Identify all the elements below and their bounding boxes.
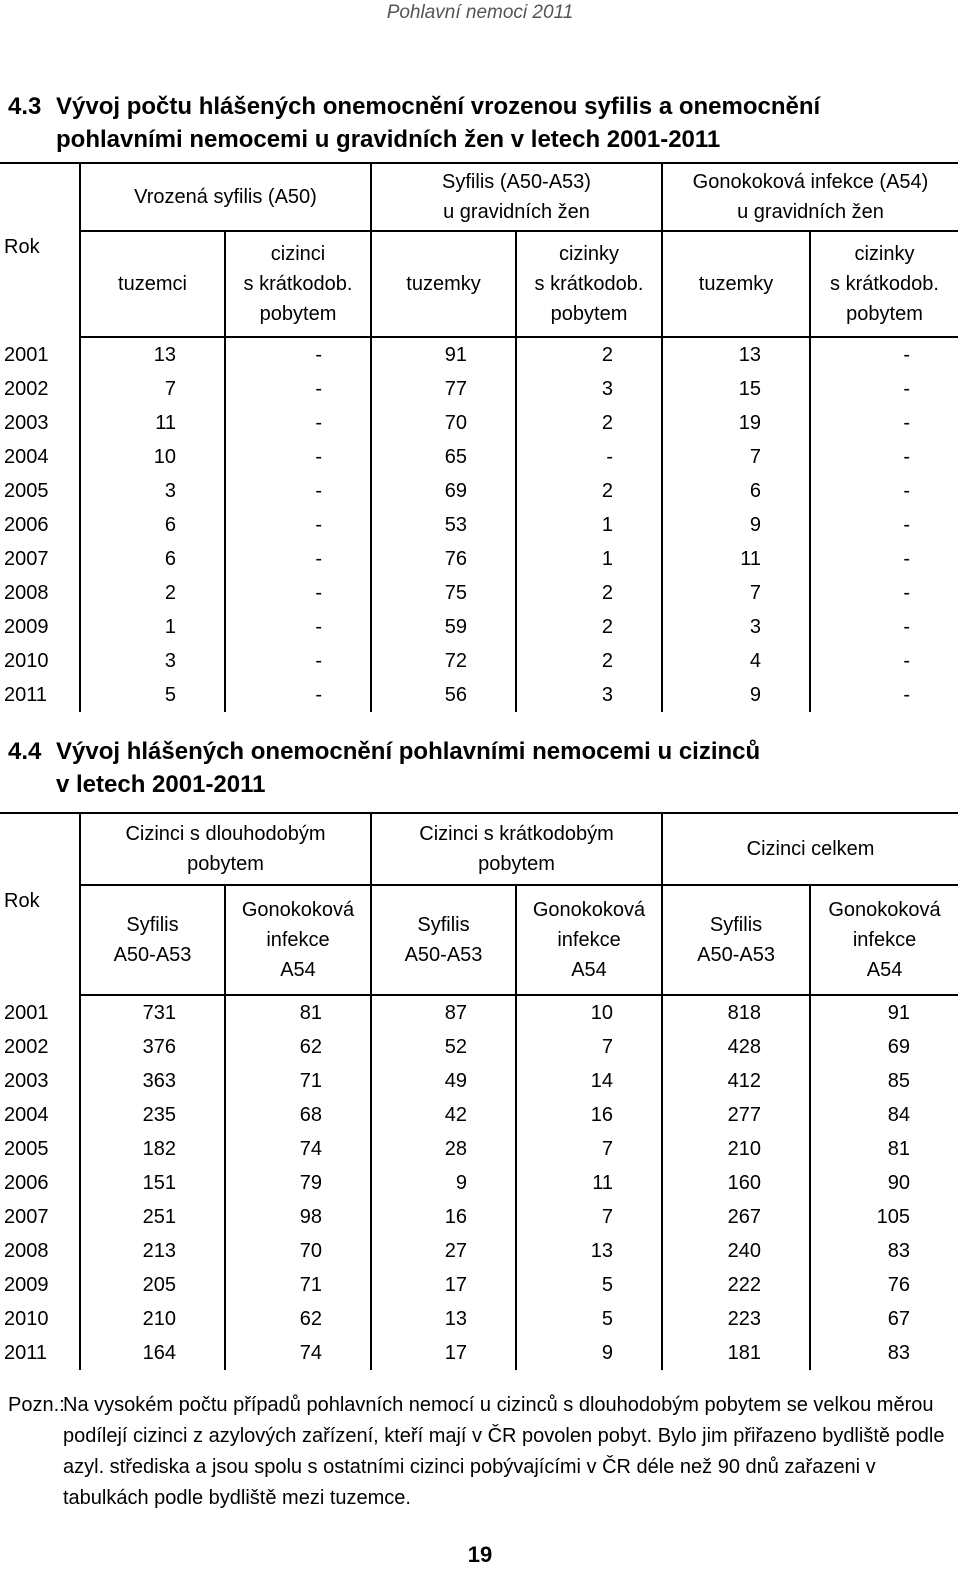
- value-cell: 71: [225, 1064, 371, 1098]
- year-cell: 2009: [0, 610, 80, 644]
- value-cell: 17: [371, 1336, 516, 1370]
- value-cell: 91: [887, 1002, 911, 1024]
- value-cell: -: [903, 514, 910, 536]
- value-cell: 9: [662, 508, 810, 542]
- section-number: 4.4: [8, 738, 42, 765]
- value-cell: 5: [516, 1302, 662, 1336]
- value-cell: 27: [371, 1234, 516, 1268]
- value-cell: 11: [80, 406, 225, 440]
- footnote: [8, 1390, 948, 1514]
- value-cell: 2: [516, 337, 662, 372]
- value-cell: 1: [516, 508, 662, 542]
- table-row: [0, 1336, 958, 1370]
- value-cell: -: [903, 480, 910, 502]
- value-cell: 52: [371, 1030, 516, 1064]
- value-cell: 213: [80, 1234, 225, 1268]
- group-header-1: Cizinci s dlouhodobým pobytem: [80, 813, 371, 885]
- value-cell: 67: [887, 1308, 911, 1330]
- value-cell: 98: [225, 1200, 371, 1234]
- value-cell: -: [903, 412, 910, 434]
- value-cell: 3: [80, 644, 225, 678]
- table-row: [0, 406, 958, 440]
- table-row: [0, 576, 958, 610]
- sub-header-2: cizinci s krátkodob. pobytem: [225, 231, 371, 337]
- value-cell: 2: [516, 474, 662, 508]
- value-cell: 28: [371, 1132, 516, 1166]
- year-cell: 2006: [0, 508, 80, 542]
- value-cell: 181: [662, 1336, 810, 1370]
- sub-header-5: Syfilis A50‑A53: [662, 885, 810, 995]
- table-row: [0, 508, 958, 542]
- value-cell: 76: [887, 1274, 911, 1296]
- table-row: [0, 678, 958, 712]
- year-cell: 2008: [0, 576, 80, 610]
- value-cell: -: [903, 378, 910, 400]
- rok-header: Rok: [0, 813, 80, 995]
- value-cell: 74: [225, 1336, 371, 1370]
- table-row: [0, 542, 958, 576]
- value-cell: 91: [371, 337, 516, 372]
- value-cell: -: [903, 684, 910, 706]
- value-cell: 3: [516, 678, 662, 712]
- value-cell: 62: [225, 1302, 371, 1336]
- value-cell: 363: [80, 1064, 225, 1098]
- value-cell: 10: [516, 995, 662, 1030]
- value-cell: 10: [80, 440, 225, 474]
- group-header-3: Cizinci celkem: [662, 813, 958, 885]
- value-cell: 9: [371, 1166, 516, 1200]
- value-cell: -: [903, 616, 910, 638]
- value-cell: 9: [516, 1336, 662, 1370]
- value-cell: 6: [80, 508, 225, 542]
- value-cell: -: [225, 440, 371, 474]
- table-row: [0, 1268, 958, 1302]
- value-cell: 3: [516, 372, 662, 406]
- value-cell: -: [516, 440, 662, 474]
- value-cell: 87: [371, 995, 516, 1030]
- value-cell: 84: [887, 1104, 911, 1126]
- value-cell: 7: [662, 576, 810, 610]
- value-cell: -: [225, 576, 371, 610]
- group-header-row: [0, 163, 958, 231]
- value-cell: -: [903, 650, 910, 672]
- sub-header-3: tuzemky: [371, 231, 516, 337]
- value-cell: 205: [80, 1268, 225, 1302]
- value-cell: 16: [371, 1200, 516, 1234]
- value-cell: -: [225, 372, 371, 406]
- value-cell: 70: [225, 1234, 371, 1268]
- value-cell: 376: [80, 1030, 225, 1064]
- value-cell: 2: [516, 610, 662, 644]
- value-cell: 2: [516, 576, 662, 610]
- section-number: 4.3: [8, 93, 42, 120]
- value-cell: 5: [516, 1268, 662, 1302]
- value-cell: 81: [225, 995, 371, 1030]
- year-cell: 2007: [0, 1200, 80, 1234]
- value-cell: 7: [516, 1200, 662, 1234]
- group-header-2: Syfilis (A50‑A53) u gravidních žen: [371, 163, 662, 231]
- value-cell: 1: [516, 542, 662, 576]
- value-cell: 69: [371, 474, 516, 508]
- table-row: [0, 1302, 958, 1336]
- value-cell: 70: [371, 406, 516, 440]
- year-cell: 2006: [0, 1166, 80, 1200]
- value-cell: -: [225, 406, 371, 440]
- year-cell: 2004: [0, 1098, 80, 1132]
- sub-header-1: tuzemci: [80, 231, 225, 337]
- value-cell: 17: [371, 1268, 516, 1302]
- value-cell: -: [903, 446, 910, 468]
- value-cell: 6: [80, 542, 225, 576]
- value-cell: 210: [80, 1302, 225, 1336]
- value-cell: 53: [371, 508, 516, 542]
- value-cell: 81: [887, 1138, 911, 1160]
- value-cell: -: [225, 337, 371, 372]
- value-cell: 428: [662, 1030, 810, 1064]
- value-cell: 251: [80, 1200, 225, 1234]
- value-cell: 59: [371, 610, 516, 644]
- value-cell: 105: [876, 1206, 911, 1228]
- table-row: [0, 995, 958, 1030]
- table-row: [0, 644, 958, 678]
- value-cell: -: [903, 344, 910, 366]
- rok-header: Rok: [0, 163, 80, 337]
- group-header-3: Gonokoková infekce (A54) u gravidních žen: [662, 163, 958, 231]
- value-cell: 731: [80, 995, 225, 1030]
- value-cell: 13: [371, 1302, 516, 1336]
- footnote-text: Na vysokém počtu případů pohlavních nemocí u cizinců s dlouhodobým pobytem se velkou měrou podílejí cizinci z azylových zařízení, kteří mají v ČR povolen pobyt. Bylo jim přiřazeno bydliště podle azyl. střediska a jsou spolu s ostatními cizinci pobývajícími v ČR déle než 90 dnů zařazeni v tabulkách podle bydliště mezi tuzemce.: [63, 1394, 945, 1509]
- value-cell: 13: [662, 337, 810, 372]
- year-cell: 2011: [0, 678, 80, 712]
- value-cell: 13: [516, 1234, 662, 1268]
- group-header-2: Cizinci s krátkodobým pobytem: [371, 813, 662, 885]
- value-cell: 15: [662, 372, 810, 406]
- value-cell: 7: [516, 1030, 662, 1064]
- table-row: [0, 1098, 958, 1132]
- value-cell: 90: [887, 1172, 911, 1194]
- value-cell: 160: [662, 1166, 810, 1200]
- value-cell: -: [225, 644, 371, 678]
- value-cell: 151: [80, 1166, 225, 1200]
- table-4-3: [0, 162, 958, 712]
- value-cell: 277: [662, 1098, 810, 1132]
- value-cell: 56: [371, 678, 516, 712]
- value-cell: 79: [225, 1166, 371, 1200]
- year-cell: 2008: [0, 1234, 80, 1268]
- sub-header-6: Gonokoková infekce A54: [810, 885, 958, 995]
- value-cell: -: [225, 610, 371, 644]
- value-cell: 7: [80, 372, 225, 406]
- year-cell: 2007: [0, 542, 80, 576]
- year-cell: 2002: [0, 372, 80, 406]
- value-cell: 818: [662, 995, 810, 1030]
- sub-header-6: cizinky s krátkodob. pobytem: [810, 231, 958, 337]
- section-4-4-title: [8, 735, 760, 801]
- value-cell: 164: [80, 1336, 225, 1370]
- value-cell: 235: [80, 1098, 225, 1132]
- table-row: [0, 1030, 958, 1064]
- year-cell: 2001: [0, 337, 80, 372]
- table-4-4: [0, 812, 958, 1370]
- value-cell: 2: [516, 406, 662, 440]
- table-row: [0, 372, 958, 406]
- value-cell: 69: [887, 1036, 911, 1058]
- value-cell: 83: [887, 1342, 911, 1364]
- value-cell: 6: [662, 474, 810, 508]
- value-cell: 83: [887, 1240, 911, 1262]
- table-row: [0, 440, 958, 474]
- value-cell: 68: [225, 1098, 371, 1132]
- value-cell: -: [903, 582, 910, 604]
- footnote-label: Pozn.:: [8, 1394, 65, 1416]
- table-row: [0, 1166, 958, 1200]
- value-cell: 76: [371, 542, 516, 576]
- year-cell: 2004: [0, 440, 80, 474]
- year-cell: 2011: [0, 1336, 80, 1370]
- value-cell: 267: [662, 1200, 810, 1234]
- value-cell: 16: [516, 1098, 662, 1132]
- year-cell: 2001: [0, 995, 80, 1030]
- sub-header-4: Gonokoková infekce A54: [516, 885, 662, 995]
- title-line-1: Vývoj počtu hlášených onemocnění vrozenou syfilis a onemocnění: [56, 93, 821, 120]
- value-cell: 77: [371, 372, 516, 406]
- value-cell: 11: [516, 1166, 662, 1200]
- table-row: [0, 1064, 958, 1098]
- value-cell: 42: [371, 1098, 516, 1132]
- value-cell: 49: [371, 1064, 516, 1098]
- value-cell: 75: [371, 576, 516, 610]
- value-cell: 210: [662, 1132, 810, 1166]
- value-cell: 412: [662, 1064, 810, 1098]
- section-4-3-title: [8, 90, 820, 156]
- value-cell: -: [903, 548, 910, 570]
- value-cell: 13: [80, 337, 225, 372]
- value-cell: 4: [662, 644, 810, 678]
- value-cell: 240: [662, 1234, 810, 1268]
- title-line-2: v letech 2001‑2011: [56, 771, 266, 798]
- value-cell: 71: [225, 1268, 371, 1302]
- value-cell: 3: [80, 474, 225, 508]
- value-cell: -: [225, 474, 371, 508]
- title-line-2: pohlavními nemocemi u gravidních žen v letech 2001‑2011: [56, 126, 721, 153]
- table-row: [0, 1200, 958, 1234]
- table-row: [0, 1234, 958, 1268]
- title-line-1: Vývoj hlášených onemocnění pohlavními nemocemi u cizinců: [56, 738, 761, 765]
- value-cell: 11: [662, 542, 810, 576]
- value-cell: 222: [662, 1268, 810, 1302]
- sub-header-row: [0, 231, 958, 337]
- value-cell: 5: [80, 678, 225, 712]
- value-cell: 2: [516, 644, 662, 678]
- table-row: [0, 610, 958, 644]
- value-cell: 19: [662, 406, 810, 440]
- value-cell: 1: [80, 610, 225, 644]
- value-cell: 2: [80, 576, 225, 610]
- value-cell: 85: [887, 1070, 911, 1092]
- value-cell: 7: [516, 1132, 662, 1166]
- sub-header-3: Syfilis A50‑A53: [371, 885, 516, 995]
- value-cell: 72: [371, 644, 516, 678]
- value-cell: 9: [662, 678, 810, 712]
- table-row: [0, 337, 958, 372]
- sub-header-row: [0, 885, 958, 995]
- value-cell: 62: [225, 1030, 371, 1064]
- value-cell: 14: [516, 1064, 662, 1098]
- group-header-row: [0, 813, 958, 885]
- group-header-1: Vrozená syfilis (A50): [80, 163, 371, 231]
- year-cell: 2005: [0, 1132, 80, 1166]
- value-cell: 3: [662, 610, 810, 644]
- sub-header-4: cizinky s krátkodob. pobytem: [516, 231, 662, 337]
- sub-header-1: Syfilis A50‑A53: [80, 885, 225, 995]
- value-cell: -: [225, 678, 371, 712]
- year-cell: 2010: [0, 1302, 80, 1336]
- value-cell: 65: [371, 440, 516, 474]
- page-number: 19: [467, 1542, 493, 1567]
- value-cell: 182: [80, 1132, 225, 1166]
- year-cell: 2002: [0, 1030, 80, 1064]
- year-cell: 2003: [0, 1064, 80, 1098]
- value-cell: -: [225, 542, 371, 576]
- value-cell: 74: [225, 1132, 371, 1166]
- value-cell: 7: [662, 440, 810, 474]
- year-cell: 2005: [0, 474, 80, 508]
- year-cell: 2003: [0, 406, 80, 440]
- table-row: [0, 474, 958, 508]
- year-cell: 2010: [0, 644, 80, 678]
- value-cell: -: [225, 508, 371, 542]
- running-header: Pohlavní nemoci 2011: [386, 2, 574, 23]
- table-row: [0, 1132, 958, 1166]
- value-cell: 223: [662, 1302, 810, 1336]
- sub-header-2: Gonokoková infekce A54: [225, 885, 371, 995]
- sub-header-5: tuzemky: [662, 231, 810, 337]
- year-cell: 2009: [0, 1268, 80, 1302]
